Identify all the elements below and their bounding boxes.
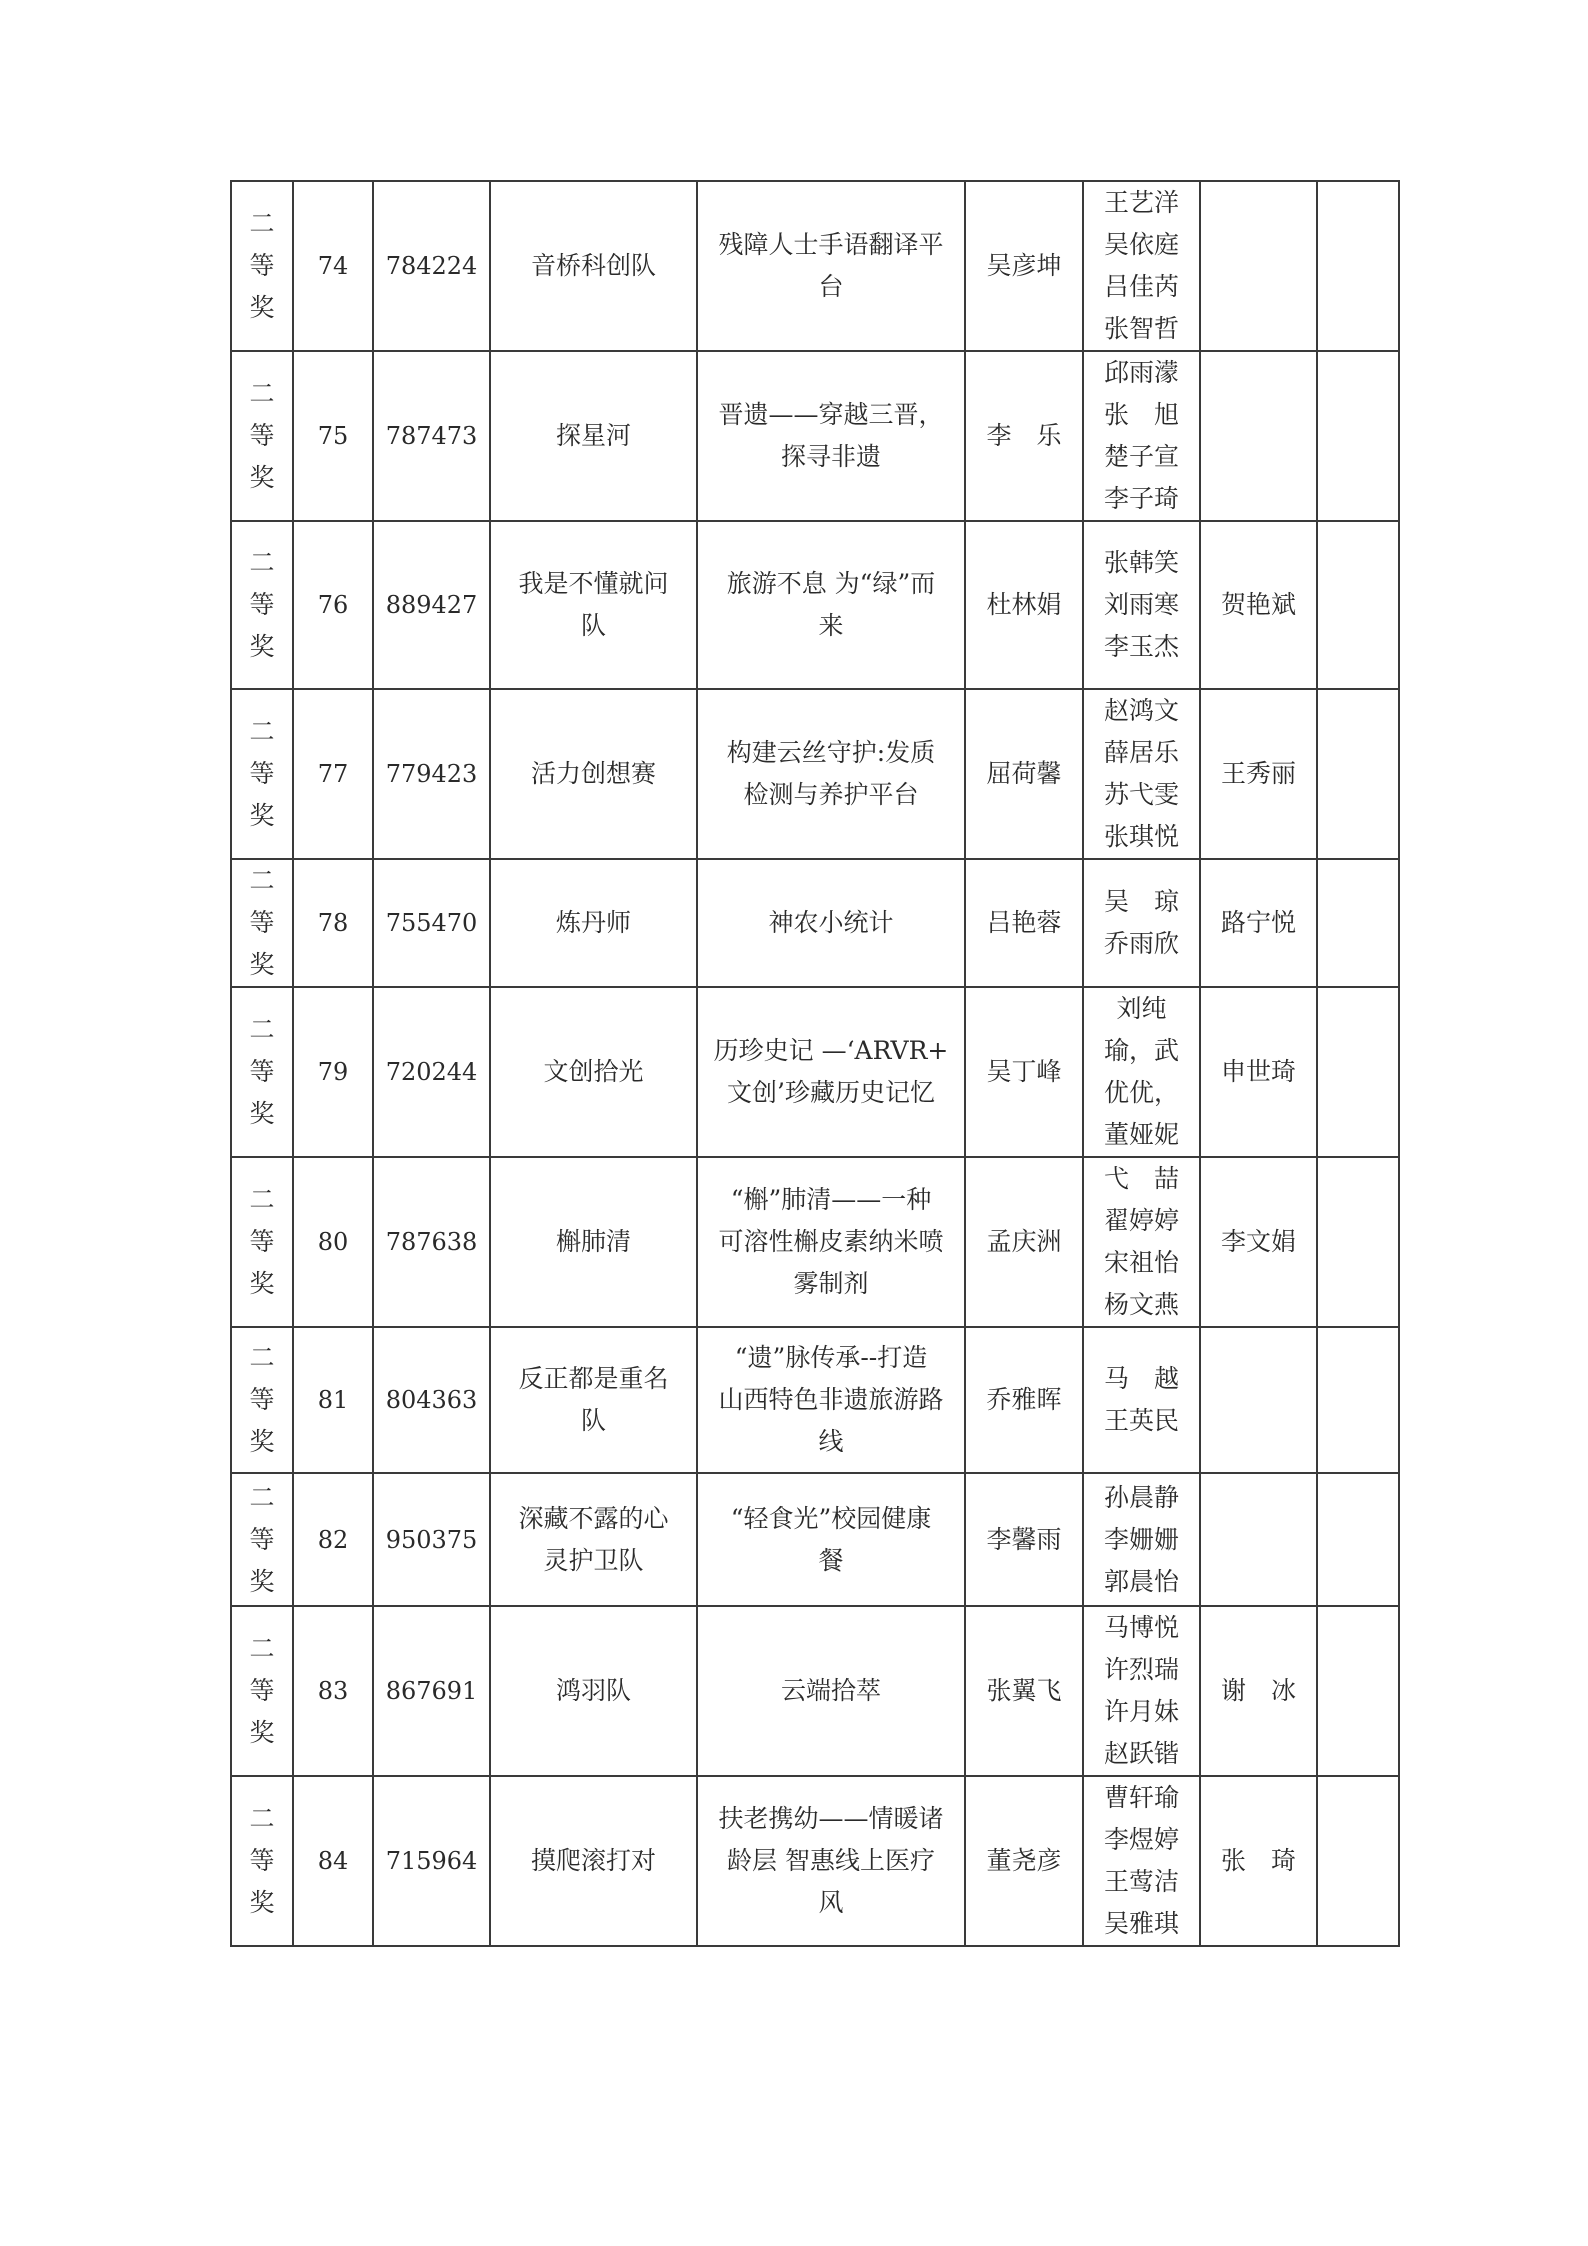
leader-cell: 屈荷馨 xyxy=(965,689,1083,859)
table-row xyxy=(231,859,1399,987)
advisor-cell xyxy=(1200,181,1317,351)
table-row xyxy=(231,1473,1399,1606)
project-name-line: 历珍史记 —‘ARVR+ xyxy=(713,1036,949,1065)
member-name: 马 越 xyxy=(1103,1364,1179,1393)
note-cell xyxy=(1317,859,1399,987)
team-name-line: 活力创想赛 xyxy=(530,759,656,788)
advisor-cell: 谢 冰 xyxy=(1200,1606,1317,1776)
project-name-line: “轻食光”校园健康 xyxy=(730,1503,932,1533)
member-name: 曹轩瑜 xyxy=(1103,1783,1179,1812)
members-cell xyxy=(1083,1606,1200,1776)
members-cell xyxy=(1083,521,1200,689)
advisor-cell: 贺艳斌 xyxy=(1200,521,1317,689)
member-name: 刘纯 xyxy=(1116,994,1167,1023)
project-name-line: 风 xyxy=(818,1888,844,1917)
member-name: 许烈瑞 xyxy=(1103,1655,1179,1684)
team-name-cell xyxy=(490,1327,697,1473)
table-row xyxy=(231,521,1399,689)
number-cell: 76 xyxy=(293,521,373,689)
advisor-cell xyxy=(1200,1327,1317,1473)
members-cell xyxy=(1083,689,1200,859)
leader-cell: 张翼飞 xyxy=(965,1606,1083,1776)
table-row xyxy=(231,689,1399,859)
member-name: 马博悦 xyxy=(1103,1613,1179,1642)
member-name: 王艺洋 xyxy=(1103,188,1179,217)
team-name-line: 文创拾光 xyxy=(543,1057,644,1086)
award-cell xyxy=(231,1157,293,1327)
note-cell xyxy=(1317,1606,1399,1776)
advisor-cell: 申世琦 xyxy=(1200,987,1317,1157)
project-name-line: 残障人士手语翻译平 xyxy=(718,230,944,259)
project-name-line: 神农小统计 xyxy=(768,908,894,937)
table-body xyxy=(231,181,1399,1946)
code-cell: 950375 xyxy=(373,1473,490,1606)
award-cell xyxy=(231,351,293,521)
member-name: 王莺洁 xyxy=(1103,1867,1179,1896)
project-name-cell xyxy=(697,859,965,987)
code-cell: 787473 xyxy=(373,351,490,521)
team-name-line: 我是不懂就问 xyxy=(518,569,669,598)
award-text: 二等奖 xyxy=(249,1482,275,1596)
code-cell: 787638 xyxy=(373,1157,490,1327)
code-cell: 779423 xyxy=(373,689,490,859)
leader-cell: 乔雅晖 xyxy=(965,1327,1083,1473)
table-row xyxy=(231,1606,1399,1776)
project-name-line: 构建云丝守护:发质 xyxy=(726,738,936,767)
project-name-line: 线 xyxy=(818,1427,844,1456)
advisor-cell: 李文娟 xyxy=(1200,1157,1317,1327)
award-text: 二等奖 xyxy=(249,548,275,661)
award-text: 二等奖 xyxy=(249,1634,275,1747)
member-name: 王英民 xyxy=(1103,1406,1179,1435)
member-name: 张智哲 xyxy=(1103,314,1179,343)
project-name-line: 龄层 智惠线上医疗 xyxy=(727,1846,935,1875)
team-name-line: 队 xyxy=(580,1406,606,1435)
advisor-cell: 王秀丽 xyxy=(1200,689,1317,859)
project-name-line: 检测与养护平台 xyxy=(743,780,919,809)
member-name: 张琪悦 xyxy=(1103,822,1179,851)
member-name: 优优， xyxy=(1103,1078,1179,1107)
member-name: 张 旭 xyxy=(1103,400,1179,429)
number-cell: 80 xyxy=(293,1157,373,1327)
project-name-line: 文创’珍藏历史记忆 xyxy=(727,1078,935,1107)
project-name-line: 探寻非遗 xyxy=(780,442,881,471)
award-cell xyxy=(231,1473,293,1606)
note-cell xyxy=(1317,689,1399,859)
project-name-line: 山西特色非遗旅游路 xyxy=(718,1385,944,1414)
team-name-line: 队 xyxy=(580,611,606,640)
note-cell xyxy=(1317,1776,1399,1946)
table-row xyxy=(231,1327,1399,1473)
award-cell xyxy=(231,1606,293,1776)
project-name-line: “遗”脉传承--打造 xyxy=(734,1343,928,1372)
project-name-cell xyxy=(697,1473,965,1606)
project-name-cell xyxy=(697,351,965,521)
award-text: 二等奖 xyxy=(249,1804,275,1917)
note-cell xyxy=(1317,1157,1399,1327)
team-name-line: 槲肺清 xyxy=(555,1227,631,1256)
members-cell xyxy=(1083,1776,1200,1946)
members-cell xyxy=(1083,1327,1200,1473)
project-name-line: 旅游不息 为“绿”而 xyxy=(726,569,936,598)
member-name: 刘雨寒 xyxy=(1103,590,1179,619)
member-name: 吴 琼 xyxy=(1103,887,1179,916)
members-cell xyxy=(1083,1473,1200,1606)
member-name: 宋祖怡 xyxy=(1103,1248,1179,1277)
award-cell xyxy=(231,1327,293,1473)
project-name-line: 晋遗——穿越三晋， xyxy=(718,400,944,429)
team-name-line: 炼丹师 xyxy=(555,908,631,937)
member-name: 李子琦 xyxy=(1103,484,1179,513)
code-cell: 804363 xyxy=(373,1327,490,1473)
project-name-line: 台 xyxy=(818,272,844,301)
members-cell xyxy=(1083,351,1200,521)
award-text: 二等奖 xyxy=(249,1185,275,1298)
number-cell: 84 xyxy=(293,1776,373,1946)
team-name-line: 摸爬滚打对 xyxy=(530,1846,656,1875)
number-cell: 77 xyxy=(293,689,373,859)
project-name-cell xyxy=(697,1606,965,1776)
members-cell xyxy=(1083,181,1200,351)
table-row xyxy=(231,1157,1399,1327)
leader-cell: 李馨雨 xyxy=(965,1473,1083,1606)
team-name-line: 探星河 xyxy=(555,421,631,450)
member-name: 吕佳芮 xyxy=(1103,272,1179,301)
award-text: 二等奖 xyxy=(249,209,275,322)
number-cell: 78 xyxy=(293,859,373,987)
member-name: 楚子宣 xyxy=(1103,442,1179,471)
team-name-cell xyxy=(490,689,697,859)
member-name: 李玉杰 xyxy=(1103,632,1179,661)
project-name-cell xyxy=(697,689,965,859)
project-name-line: 扶老携幼——情暖诸 xyxy=(718,1804,944,1833)
code-cell: 889427 xyxy=(373,521,490,689)
note-cell xyxy=(1317,521,1399,689)
member-name: 张韩笑 xyxy=(1103,548,1179,577)
award-cell xyxy=(231,181,293,351)
number-cell: 75 xyxy=(293,351,373,521)
member-name: 赵跃锴 xyxy=(1103,1739,1179,1768)
note-cell xyxy=(1317,181,1399,351)
code-cell: 784224 xyxy=(373,181,490,351)
award-cell xyxy=(231,859,293,987)
award-text: 二等奖 xyxy=(249,379,275,492)
team-name-line: 灵护卫队 xyxy=(543,1545,644,1575)
team-name-line: 反正都是重名 xyxy=(518,1364,669,1393)
member-name: 瑜，武 xyxy=(1103,1036,1179,1065)
leader-cell: 吴彦坤 xyxy=(965,181,1083,351)
award-text: 二等奖 xyxy=(249,717,275,830)
leader-cell: 杜林娟 xyxy=(965,521,1083,689)
leader-cell: 李 乐 xyxy=(965,351,1083,521)
table-row xyxy=(231,351,1399,521)
project-name-line: 餐 xyxy=(818,1545,844,1575)
member-name: 薛居乐 xyxy=(1103,738,1179,767)
project-name-cell xyxy=(697,987,965,1157)
team-name-line: 深藏不露的心 xyxy=(518,1503,669,1533)
code-cell: 720244 xyxy=(373,987,490,1157)
team-name-cell xyxy=(490,351,697,521)
member-name: 董娅妮 xyxy=(1103,1120,1179,1149)
members-cell xyxy=(1083,859,1200,987)
table-row xyxy=(231,987,1399,1157)
code-cell: 755470 xyxy=(373,859,490,987)
number-cell: 81 xyxy=(293,1327,373,1473)
number-cell: 82 xyxy=(293,1473,373,1606)
award-table xyxy=(230,180,1400,1947)
member-name: 吴依庭 xyxy=(1103,230,1179,259)
member-name: 邱雨濛 xyxy=(1103,358,1179,387)
member-name: 孙晨静 xyxy=(1103,1482,1179,1512)
award-cell xyxy=(231,1776,293,1946)
member-name: 乔雨欣 xyxy=(1103,929,1179,958)
member-name: 许月妹 xyxy=(1103,1697,1179,1726)
table-row xyxy=(231,181,1399,351)
project-name-cell xyxy=(697,1327,965,1473)
team-name-cell xyxy=(490,1606,697,1776)
leader-cell: 吴丁峰 xyxy=(965,987,1083,1157)
number-cell: 83 xyxy=(293,1606,373,1776)
members-cell xyxy=(1083,987,1200,1157)
member-name: 翟婷婷 xyxy=(1103,1206,1179,1235)
project-name-line: “槲”肺清——一种 xyxy=(730,1185,932,1214)
note-cell xyxy=(1317,1473,1399,1606)
member-name: 赵鸿文 xyxy=(1103,696,1179,725)
advisor-cell: 张 琦 xyxy=(1200,1776,1317,1946)
team-name-cell xyxy=(490,1473,697,1606)
leader-cell: 董尧彦 xyxy=(965,1776,1083,1946)
team-name-cell xyxy=(490,521,697,689)
project-name-line: 可溶性槲皮素纳米喷 xyxy=(718,1227,944,1256)
member-name: 郭晨怡 xyxy=(1103,1566,1179,1596)
member-name: 李姗姗 xyxy=(1103,1524,1179,1554)
team-name-cell xyxy=(490,859,697,987)
note-cell xyxy=(1317,987,1399,1157)
member-name: 弋 喆 xyxy=(1103,1164,1179,1193)
member-name: 杨文燕 xyxy=(1103,1290,1179,1319)
members-cell xyxy=(1083,1157,1200,1327)
project-name-cell xyxy=(697,181,965,351)
project-name-cell xyxy=(697,521,965,689)
award-cell xyxy=(231,521,293,689)
table-row xyxy=(231,1776,1399,1946)
award-cell xyxy=(231,987,293,1157)
project-name-cell xyxy=(697,1776,965,1946)
code-cell: 867691 xyxy=(373,1606,490,1776)
project-name-line: 云端拾萃 xyxy=(780,1676,881,1705)
award-cell xyxy=(231,689,293,859)
member-name: 苏弋雯 xyxy=(1103,780,1179,809)
advisor-cell: 路宁悦 xyxy=(1200,859,1317,987)
team-name-cell xyxy=(490,1776,697,1946)
project-name-line: 来 xyxy=(818,611,844,640)
number-cell: 79 xyxy=(293,987,373,1157)
note-cell xyxy=(1317,1327,1399,1473)
code-cell: 715964 xyxy=(373,1776,490,1946)
leader-cell: 孟庆洲 xyxy=(965,1157,1083,1327)
note-cell xyxy=(1317,351,1399,521)
award-text: 二等奖 xyxy=(249,866,275,979)
team-name-line: 鸿羽队 xyxy=(555,1676,631,1705)
member-name: 李煜婷 xyxy=(1103,1825,1179,1854)
team-name-cell xyxy=(490,1157,697,1327)
award-text: 二等奖 xyxy=(249,1015,275,1128)
team-name-cell xyxy=(490,987,697,1157)
team-name-cell xyxy=(490,181,697,351)
project-name-line: 雾制剂 xyxy=(793,1269,869,1298)
advisor-cell xyxy=(1200,1473,1317,1606)
award-text: 二等奖 xyxy=(249,1343,275,1456)
member-name: 吴雅琪 xyxy=(1103,1909,1179,1938)
team-name-line: 音桥科创队 xyxy=(530,251,656,280)
number-cell: 74 xyxy=(293,181,373,351)
project-name-cell xyxy=(697,1157,965,1327)
advisor-cell xyxy=(1200,351,1317,521)
leader-cell: 吕艳蓉 xyxy=(965,859,1083,987)
